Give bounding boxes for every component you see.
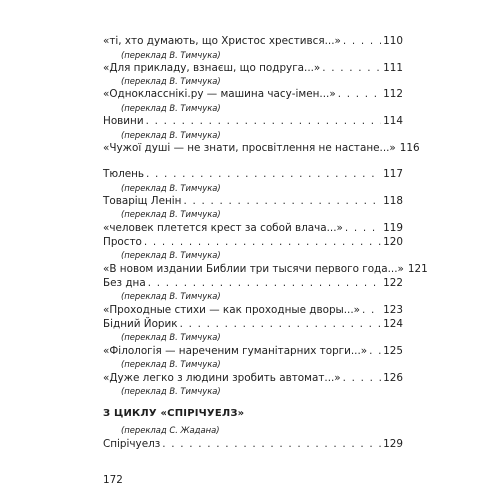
entry-page-number: 119 xyxy=(383,222,403,234)
dot-leader xyxy=(338,88,381,101)
toc-entry xyxy=(103,277,403,290)
dot-leader xyxy=(148,277,381,290)
entry-page-number: 120 xyxy=(383,236,403,248)
toc-entry xyxy=(103,318,403,331)
dot-leader xyxy=(146,115,382,128)
dot-leader xyxy=(180,318,382,331)
translator-note: (переклад В. Тимчука) xyxy=(121,130,221,140)
translator-note: (переклад С. Жадана) xyxy=(121,425,220,435)
toc-entry xyxy=(103,35,403,48)
section-heading: З ЦИКЛУ «СПІРІЧУЕЛЗ» xyxy=(103,408,245,419)
translator-note: (переклад В. Тимчука) xyxy=(121,386,221,396)
translator-note: (переклад В. Тимчука) xyxy=(121,209,221,219)
dot-leader xyxy=(343,35,381,48)
translator-note: (переклад В. Тимчука) xyxy=(121,103,221,113)
toc-entry xyxy=(103,88,403,101)
translator-note: (переклад В. Тимчука) xyxy=(121,291,221,301)
dot-leader xyxy=(343,372,382,385)
entry-page-number: 121 xyxy=(407,263,428,275)
entry-page-number: 112 xyxy=(383,88,403,100)
toc-entry xyxy=(103,168,403,181)
toc-entry xyxy=(103,195,403,208)
translator-note: (переклад В. Тимчука) xyxy=(121,50,221,60)
entry-title: Товаріщ Ленін xyxy=(103,195,182,207)
dot-leader xyxy=(345,222,381,235)
toc-entry xyxy=(103,372,403,385)
dot-leader xyxy=(146,168,381,181)
translator-note: (переклад В. Тимчука) xyxy=(121,359,221,369)
entry-title: Без дна xyxy=(103,277,146,289)
dot-leader xyxy=(162,438,381,451)
toc-entry xyxy=(103,304,403,317)
entry-title: «ті, хто думають, що Христос хрестився...» xyxy=(103,35,341,47)
entry-page-number: 123 xyxy=(383,304,403,316)
dot-leader xyxy=(362,304,381,317)
entry-title: Новини xyxy=(103,115,144,127)
entry-page-number: 114 xyxy=(383,115,403,127)
toc-entry xyxy=(103,115,403,128)
entry-page-number: 124 xyxy=(383,318,403,330)
entry-title: «Для прикладу, взнаєш, що подруга...» xyxy=(103,62,321,74)
entry-page-number: 126 xyxy=(383,372,403,384)
toc-entry xyxy=(103,62,403,75)
entry-title: «Дуже легко з людини зробить автомат...» xyxy=(103,372,341,384)
entry-title: «человек плетется крест за собой влача...» xyxy=(103,222,343,234)
entry-page-number: 110 xyxy=(383,35,403,47)
translator-note: (переклад В. Тимчука) xyxy=(121,332,221,342)
toc-entry xyxy=(103,222,403,235)
dot-leader xyxy=(322,62,381,75)
page-number-footer: 172 xyxy=(103,474,123,486)
translator-note: (переклад В. Тимчука) xyxy=(121,76,221,86)
toc-entry xyxy=(103,142,420,155)
entry-title: «Однокласснікі.ру — машина часу-імен...» xyxy=(103,88,336,100)
entry-page-number: 116 xyxy=(399,142,420,154)
toc-entry xyxy=(103,236,403,249)
dot-leader xyxy=(144,236,381,249)
translator-note: (переклад В. Тимчука) xyxy=(121,183,221,193)
entry-title: «В новом издании Библии три тысячи первого года...» xyxy=(103,263,404,275)
entry-page-number: 117 xyxy=(383,168,403,180)
entry-title: «Філологія — нареченим гуманітарних торги...» xyxy=(103,345,368,357)
dot-leader xyxy=(369,345,381,358)
toc-entry xyxy=(103,438,403,451)
entry-page-number: 125 xyxy=(383,345,403,357)
translator-note: (переклад В. Тимчука) xyxy=(121,250,221,260)
entry-title: Тюлень xyxy=(103,168,145,180)
entry-title: «Проходные стихи — как проходные дворы...» xyxy=(103,304,361,316)
entry-page-number: 129 xyxy=(383,438,403,450)
toc-entry xyxy=(103,345,403,358)
dot-leader xyxy=(183,195,381,208)
entry-page-number: 111 xyxy=(383,62,403,74)
toc-entry xyxy=(103,263,428,276)
entry-title: Спірічуелз xyxy=(103,438,161,450)
entry-title: Бідний Йорик xyxy=(103,318,178,330)
entry-title: Просто xyxy=(103,236,142,248)
entry-title: «Чужої душі — не знати, просвітлення не настане...» xyxy=(103,142,396,154)
entry-page-number: 118 xyxy=(383,195,403,207)
entry-page-number: 122 xyxy=(383,277,403,289)
